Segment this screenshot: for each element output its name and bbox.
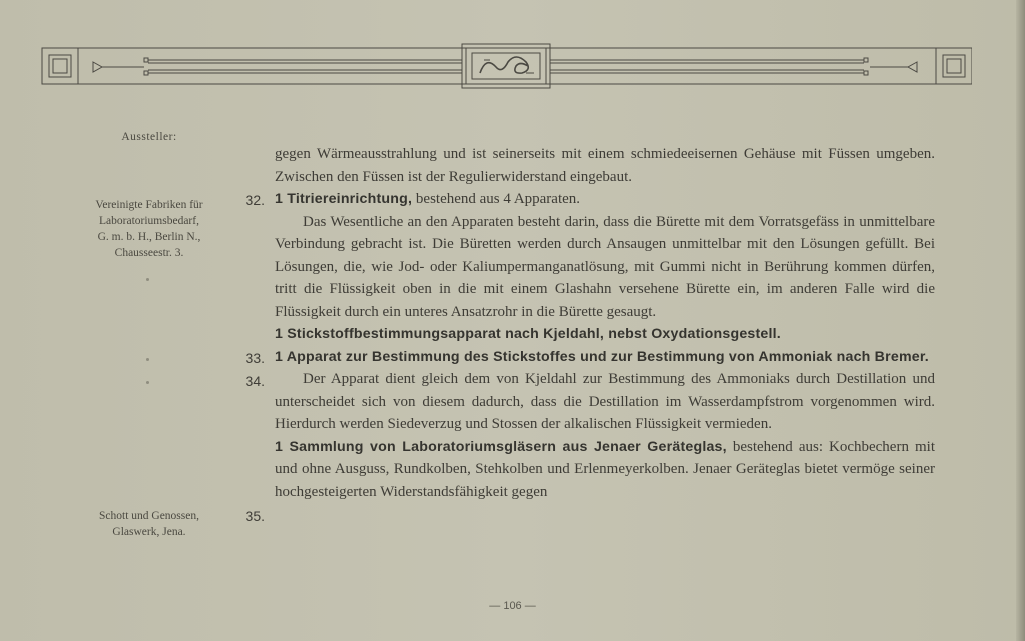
item-number-35: 35. (245, 508, 265, 524)
margin-dot (146, 278, 149, 281)
item-number-33: 33. (245, 350, 265, 366)
item-number-34: 34. (245, 373, 265, 389)
exhibitor-line: Laboratoriumsbedarf, (99, 215, 199, 227)
continuation-paragraph: gegen Wärmeausstrahlung und ist seinerseits mit einem schmiedeeisernen Gehäuse mit Füssen umgeben. Zwischen den Füssen ist der Regulierwiderstand eingebaut. (275, 146, 935, 185)
exhibitor-line: G. m. b. H., Berlin N., (97, 231, 201, 243)
item-34-title: 1 Apparat zur Bestimmung des Stickstoffes und zur Bestimmung von Ammoniak nach Bremer. (275, 348, 929, 365)
item-32-title: 1 Titriereinrichtung, (275, 191, 413, 207)
exhibitor-heading: Aussteller: (121, 131, 177, 143)
item-35-title: 1 Sammlung von Laboratoriumsgläsern aus Jenaer Geräteglas, (275, 438, 727, 455)
item-32-heading (275, 188, 935, 211)
margin-dot (146, 358, 149, 361)
item-33-title: 1 Stickstoffbestimmungsapparat nach Kjeldahl, nebst Oxydationsgestell. (275, 326, 781, 342)
page-number: — 106 — (489, 600, 536, 612)
item-number-32: 32. (245, 192, 265, 208)
item-32-description: Das Wesentliche an den Apparaten besteht darin, dass die Bürette mit dem Vorratsgefäss in unmittelbare Verbindung gebracht ist. Die Büretten werden durch Ansaugen unmittelbar mit den Lösungen gefüllt. Bei Lösungen, die, wie Jod- oder Kaliumpermanganatlösung, mit Gummi nicht in Berührung kommen dürfen, tritt die Flüssigkeit oben in die mit einem Glashahn versehene Bürette ein, im anderen Falle wird die Flüssigkeit durch ein unteres Ansatzrohr in die Bürette gesaugt. (275, 213, 935, 320)
item-35-heading (275, 436, 935, 504)
exhibitor-line: Vereinigte Fabriken für (95, 199, 203, 211)
margin-dot (146, 381, 149, 384)
exhibitor-note-vereinigte-fabriken (70, 197, 228, 261)
body-text (275, 143, 935, 503)
exhibitor-line: Schott und Genossen, (99, 510, 199, 522)
exhibitor-line: Glaswerk, Jena. (112, 526, 186, 538)
item-35-title-rest: bestehend aus: Kochbechern mit und ohne Ausguss, Rundkolben, Stehkolben und Erlenmeyerkolben. Jenaer Geräteglas bietet vermöge seiner hochgesteigerten Widerstandsfähigkeit gegen (275, 438, 935, 500)
header-ornament (40, 40, 972, 90)
exhibitor-line: Chausseestr. 3. (114, 247, 184, 259)
item-34-description: Der Apparat dient gleich dem von Kjeldahl zur Bestimmung des Ammoniaks durch Destillation und unterscheidet sich von diesem dadurch, dass die Destillation im Wasserdampfstrom vorgenommen wird. Hierdurch werden Siedeverzug und Stossen der alkalischen Flüssigkeit vermieden. (275, 371, 935, 432)
item-32-title-rest: bestehend aus 4 Apparaten. (412, 191, 581, 207)
item-34-heading (275, 346, 935, 369)
item-33-heading (275, 323, 935, 346)
page-edge (1016, 0, 1025, 641)
exhibitor-note-schott (70, 508, 228, 540)
